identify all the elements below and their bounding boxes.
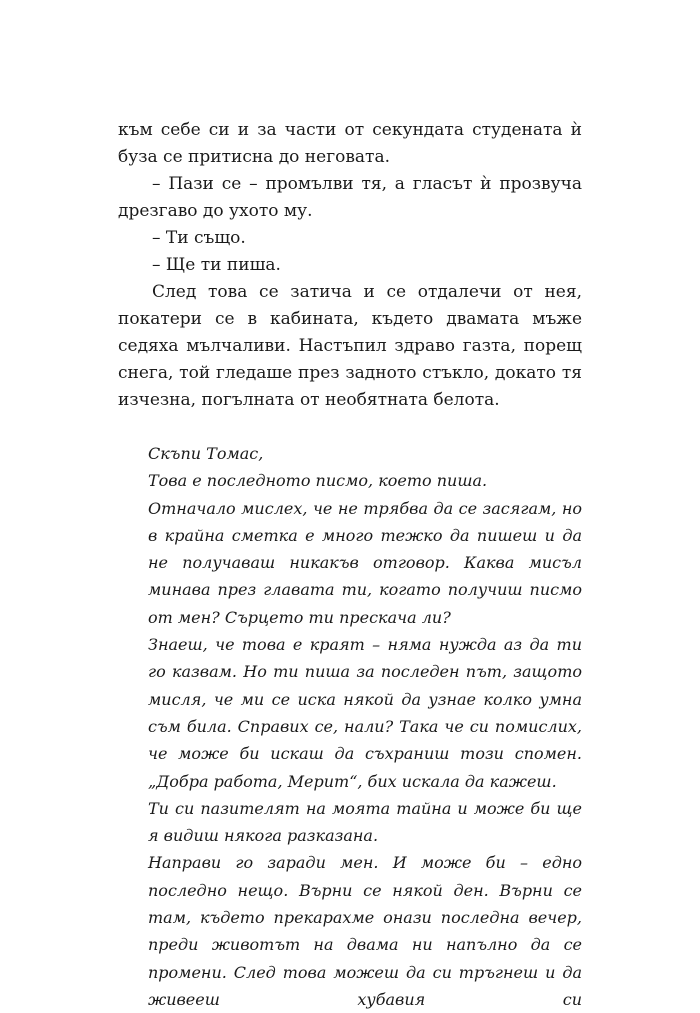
letter-paragraph: Това е последното писмо, което пиша. <box>148 471 488 491</box>
letter-paragraph: Отначало мислех, че не трябва да се засягам, но в крайна сметка е много тежко да пишеш и да не получаваш никакъв отговор. Каква мисъл минава през главата ти, когато получиш писмо от мен? Сърцето ти прескача ли? <box>148 498 582 627</box>
letter-paragraph: Направи го заради мен. И може би – едно последно нещо. Върни се някой ден. Върни се там, където прекарахме онази последна вечер, преди животът на двама ни напълно да се промени. След това можеш да си тръгнеш и да живееш хубавия си <box>148 853 582 1009</box>
letter-salutation: Скъпи Томас, <box>148 444 264 463</box>
letter-paragraph: Знаеш, че това е краят – няма нужда аз да ти го казвам. Но ти пиша за последен път, защото мисля, че ми се иска някой да узнае колко умна съм била. Справих се, нали? Така че си помислих, че може би искаш да съхраниш този спомен. „Добра работа, Мерит“, бих искала да кажеш. <box>148 635 582 791</box>
paragraph: След това се затича и се отдалечи от нея, покатери се в кабината, където двамата мъже седяха мълчаливи. Настъпил здраво газта, порещ снега, той гледаше през задното стъкло, докато тя изчезна, погълната от необятната белота. <box>118 282 582 410</box>
dialogue-line: – Ти също. <box>152 228 246 248</box>
paragraph-continuation: към себе си и за части от секундата студената ѝ буза се притисна до неговата. <box>118 120 582 167</box>
letter-paragraph: Ти си пазителят на моята тайна и може би ще я видиш някога разказана. <box>148 798 582 846</box>
dialogue-line: – Ще ти пиша. <box>152 255 281 275</box>
letter-block <box>118 440 582 1013</box>
book-page <box>118 117 582 1013</box>
narrative-text <box>118 117 582 414</box>
dialogue-line: – Пази се – промълви тя, а гласът ѝ прозвуча дрезгаво до ухото му. <box>118 174 582 221</box>
